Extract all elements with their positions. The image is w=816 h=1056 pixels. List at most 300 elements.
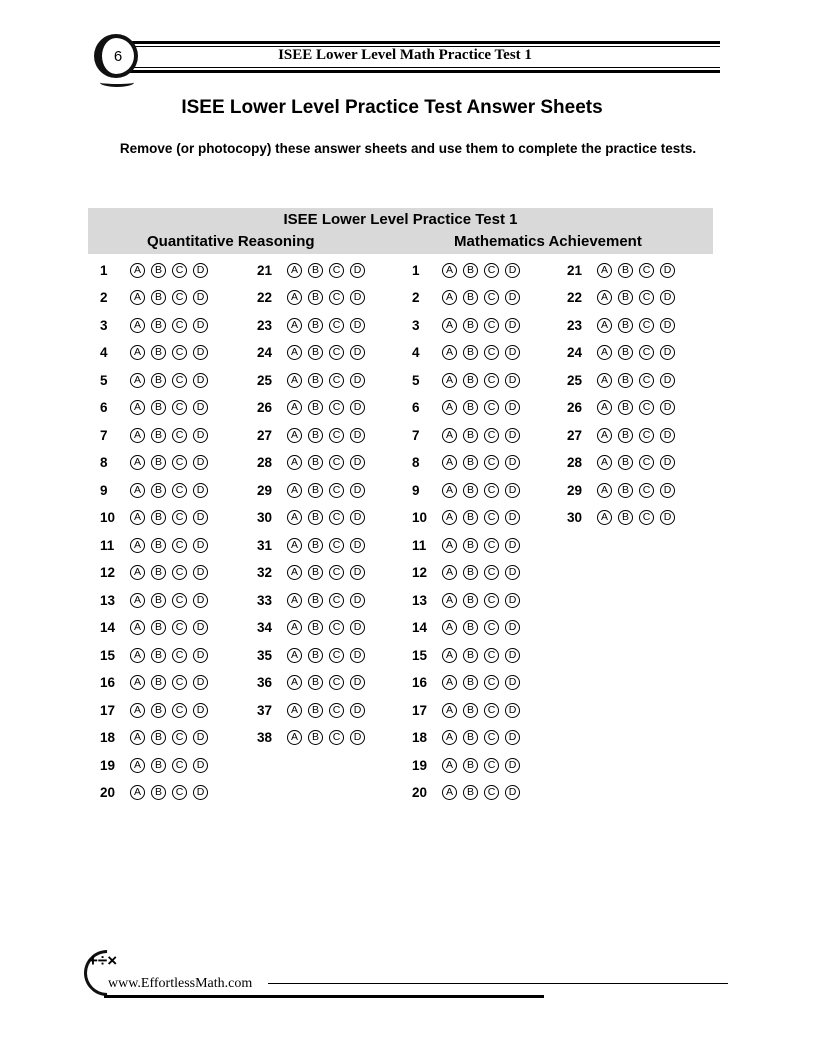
answer-bubble-c[interactable]: C	[639, 263, 654, 278]
answer-bubble-c[interactable]: C	[172, 565, 187, 580]
answer-bubble-b[interactable]: B	[463, 758, 478, 773]
answer-bubble-c[interactable]: C	[484, 758, 499, 773]
answer-bubble-b[interactable]: B	[151, 758, 166, 773]
answer-bubble-b[interactable]: B	[308, 345, 323, 360]
answer-bubble-b[interactable]: B	[463, 703, 478, 718]
answer-bubble-b[interactable]: B	[151, 345, 166, 360]
answer-bubble-c[interactable]: C	[172, 730, 187, 745]
answer-bubble-c[interactable]: C	[172, 593, 187, 608]
answer-bubble-d[interactable]: D	[505, 538, 520, 553]
answer-bubble-d[interactable]: D	[193, 318, 208, 333]
answer-bubble-a[interactable]: A	[597, 318, 612, 333]
answer-bubble-b[interactable]: B	[618, 373, 633, 388]
question-number: 7	[100, 427, 108, 443]
answer-bubble-b[interactable]: B	[151, 318, 166, 333]
answer-bubble-d[interactable]: D	[660, 455, 675, 470]
answer-bubble-b[interactable]: B	[463, 373, 478, 388]
answer-bubble-b[interactable]: B	[618, 318, 633, 333]
answer-bubble-a[interactable]: A	[287, 593, 302, 608]
answer-bubble-d[interactable]: D	[350, 648, 365, 663]
answer-bubble-b[interactable]: B	[308, 675, 323, 690]
answer-bubble-b[interactable]: B	[308, 318, 323, 333]
answer-bubble-a[interactable]: A	[442, 483, 457, 498]
answer-bubble-d[interactable]: D	[350, 373, 365, 388]
answer-bubble-d[interactable]: D	[350, 620, 365, 635]
answer-bubble-b[interactable]: B	[463, 510, 478, 525]
answer-bubble-c[interactable]: C	[329, 675, 344, 690]
answer-bubbles	[130, 758, 208, 773]
answer-bubble-c[interactable]: C	[172, 785, 187, 800]
answer-bubble-b[interactable]: B	[151, 538, 166, 553]
answer-bubble-a[interactable]: A	[287, 538, 302, 553]
answer-bubble-a[interactable]: A	[287, 455, 302, 470]
answer-bubble-b[interactable]: B	[463, 290, 478, 305]
answer-bubble-d[interactable]: D	[193, 730, 208, 745]
answer-bubble-a[interactable]: A	[442, 428, 457, 443]
answer-bubble-d[interactable]: D	[193, 428, 208, 443]
answer-bubble-a[interactable]: A	[130, 373, 145, 388]
answer-bubble-c[interactable]: C	[329, 345, 344, 360]
answer-bubble-b[interactable]: B	[463, 345, 478, 360]
answer-bubble-b[interactable]: B	[151, 400, 166, 415]
answer-bubble-a[interactable]: A	[597, 455, 612, 470]
answer-bubble-b[interactable]: B	[463, 538, 478, 553]
answer-bubble-d[interactable]: D	[193, 345, 208, 360]
answer-bubble-a[interactable]: A	[442, 785, 457, 800]
answer-bubble-b[interactable]: B	[618, 455, 633, 470]
answer-bubble-d[interactable]: D	[505, 675, 520, 690]
answer-bubble-c[interactable]: C	[172, 620, 187, 635]
answer-bubble-d[interactable]: D	[350, 703, 365, 718]
answer-bubble-a[interactable]: A	[130, 785, 145, 800]
answer-bubble-d[interactable]: D	[505, 483, 520, 498]
answer-bubble-d[interactable]: D	[505, 290, 520, 305]
answer-bubble-c[interactable]: C	[329, 263, 344, 278]
answer-bubble-d[interactable]: D	[193, 538, 208, 553]
answer-bubble-a[interactable]: A	[597, 483, 612, 498]
answer-bubble-d[interactable]: D	[193, 648, 208, 663]
answer-bubble-a[interactable]: A	[597, 428, 612, 443]
answer-bubble-d[interactable]: D	[350, 428, 365, 443]
answer-bubble-b[interactable]: B	[463, 483, 478, 498]
answer-row	[100, 673, 208, 693]
answer-bubble-a[interactable]: A	[442, 263, 457, 278]
answer-bubble-d[interactable]: D	[660, 345, 675, 360]
answer-bubble-a[interactable]: A	[287, 345, 302, 360]
question-number: 18	[412, 730, 428, 745]
answer-bubble-a[interactable]: A	[597, 345, 612, 360]
answer-bubble-d[interactable]: D	[350, 400, 365, 415]
answer-bubbles	[287, 730, 365, 745]
question-number: 5	[412, 372, 420, 388]
answer-bubble-a[interactable]: A	[130, 648, 145, 663]
answer-bubble-c[interactable]: C	[172, 263, 187, 278]
answer-bubble-d[interactable]: D	[193, 455, 208, 470]
answer-bubble-b[interactable]: B	[618, 345, 633, 360]
answer-bubble-d[interactable]: D	[505, 318, 520, 333]
answer-bubble-a[interactable]: A	[287, 263, 302, 278]
answer-bubble-c[interactable]: C	[484, 400, 499, 415]
answer-bubble-d[interactable]: D	[350, 290, 365, 305]
answer-bubble-c[interactable]: C	[329, 373, 344, 388]
answer-bubble-d[interactable]: D	[505, 648, 520, 663]
question-number: 34	[257, 620, 273, 635]
answer-bubble-d[interactable]: D	[505, 373, 520, 388]
answer-bubble-a[interactable]: A	[442, 758, 457, 773]
answer-row	[412, 453, 520, 473]
answer-bubble-c[interactable]: C	[484, 345, 499, 360]
answer-bubble-d[interactable]: D	[350, 565, 365, 580]
answer-bubbles	[287, 455, 365, 470]
answer-bubble-c[interactable]: C	[639, 345, 654, 360]
answer-bubble-d[interactable]: D	[193, 593, 208, 608]
answer-bubble-c[interactable]: C	[484, 730, 499, 745]
answer-bubble-b[interactable]: B	[463, 730, 478, 745]
answer-bubble-a[interactable]: A	[287, 318, 302, 333]
question-number: 13	[100, 592, 116, 608]
answer-bubble-a[interactable]: A	[130, 510, 145, 525]
answer-bubble-d[interactable]: D	[505, 758, 520, 773]
answer-bubble-a[interactable]: A	[287, 483, 302, 498]
answer-bubble-b[interactable]: B	[151, 373, 166, 388]
answer-bubble-d[interactable]: D	[505, 510, 520, 525]
answer-bubble-b[interactable]: B	[151, 290, 166, 305]
answer-bubble-a[interactable]: A	[130, 703, 145, 718]
answer-bubble-b[interactable]: B	[463, 455, 478, 470]
answer-bubble-c[interactable]: C	[172, 373, 187, 388]
answer-bubble-c[interactable]: C	[484, 675, 499, 690]
answer-bubble-d[interactable]: D	[193, 290, 208, 305]
answer-bubble-c[interactable]: C	[172, 345, 187, 360]
answer-bubble-b[interactable]: B	[151, 785, 166, 800]
answer-bubble-b[interactable]: B	[151, 455, 166, 470]
answer-bubble-c[interactable]: C	[484, 290, 499, 305]
answer-bubble-b[interactable]: B	[463, 593, 478, 608]
answer-bubble-b[interactable]: B	[308, 648, 323, 663]
answer-bubble-d[interactable]: D	[505, 455, 520, 470]
answer-bubble-a[interactable]: A	[442, 400, 457, 415]
answer-bubble-c[interactable]: C	[484, 785, 499, 800]
answer-bubbles	[130, 703, 208, 718]
answer-bubble-c[interactable]: C	[172, 648, 187, 663]
answer-bubble-d[interactable]: D	[193, 373, 208, 388]
answer-bubble-d[interactable]: D	[193, 263, 208, 278]
answer-bubble-c[interactable]: C	[639, 428, 654, 443]
question-number: 8	[412, 455, 420, 470]
answer-bubble-b[interactable]: B	[151, 675, 166, 690]
answer-bubble-c[interactable]: C	[639, 510, 654, 525]
answer-bubbles	[442, 483, 520, 498]
answer-bubble-d[interactable]: D	[193, 483, 208, 498]
answer-bubble-b[interactable]: B	[618, 263, 633, 278]
answer-bubble-d[interactable]: D	[505, 428, 520, 443]
answer-bubble-c[interactable]: C	[329, 620, 344, 635]
answer-bubble-a[interactable]: A	[442, 538, 457, 553]
answer-bubble-c[interactable]: C	[329, 730, 344, 745]
answer-bubble-c[interactable]: C	[329, 400, 344, 415]
answer-bubble-a[interactable]: A	[442, 318, 457, 333]
answer-bubble-b[interactable]: B	[151, 730, 166, 745]
answer-bubble-b[interactable]: B	[308, 730, 323, 745]
answer-bubble-d[interactable]: D	[193, 758, 208, 773]
answer-bubble-d[interactable]: D	[660, 373, 675, 388]
answer-bubble-d[interactable]: D	[350, 593, 365, 608]
answer-bubble-a[interactable]: A	[287, 730, 302, 745]
question-number: 31	[257, 537, 273, 553]
answer-bubble-a[interactable]: A	[287, 428, 302, 443]
answer-bubble-c[interactable]: C	[172, 455, 187, 470]
answer-bubbles	[597, 428, 675, 443]
answer-bubble-a[interactable]: A	[287, 620, 302, 635]
answer-bubble-c[interactable]: C	[329, 703, 344, 718]
answer-bubble-b[interactable]: B	[308, 565, 323, 580]
answer-bubble-a[interactable]: A	[130, 483, 145, 498]
answer-bubble-c[interactable]: C	[329, 318, 344, 333]
answer-bubble-b[interactable]: B	[463, 785, 478, 800]
answer-bubble-b[interactable]: B	[618, 290, 633, 305]
answer-bubble-b[interactable]: B	[151, 620, 166, 635]
answer-bubble-c[interactable]: C	[329, 428, 344, 443]
answer-bubble-b[interactable]: B	[151, 483, 166, 498]
answer-bubble-a[interactable]: A	[442, 730, 457, 745]
answer-bubble-c[interactable]: C	[484, 510, 499, 525]
answer-bubble-d[interactable]: D	[350, 483, 365, 498]
answer-bubble-a[interactable]: A	[130, 290, 145, 305]
answer-bubble-b[interactable]: B	[151, 593, 166, 608]
answer-bubble-d[interactable]: D	[350, 318, 365, 333]
answer-bubble-b[interactable]: B	[308, 373, 323, 388]
question-number: 4	[412, 345, 420, 360]
answer-bubble-c[interactable]: C	[639, 373, 654, 388]
answer-bubble-c[interactable]: C	[172, 483, 187, 498]
answer-bubble-c[interactable]: C	[329, 483, 344, 498]
answer-bubble-b[interactable]: B	[618, 483, 633, 498]
answer-bubble-b[interactable]: B	[308, 400, 323, 415]
answer-bubble-a[interactable]: A	[130, 593, 145, 608]
answer-bubble-b[interactable]: B	[151, 263, 166, 278]
answer-bubble-c[interactable]: C	[172, 290, 187, 305]
answer-bubble-d[interactable]: D	[505, 400, 520, 415]
answer-bubble-b[interactable]: B	[308, 510, 323, 525]
answer-bubble-a[interactable]: A	[130, 730, 145, 745]
answer-bubble-a[interactable]: A	[597, 263, 612, 278]
answer-bubble-d[interactable]: D	[193, 785, 208, 800]
answer-bubble-c[interactable]: C	[172, 538, 187, 553]
answer-bubble-a[interactable]: A	[442, 565, 457, 580]
answer-bubble-b[interactable]: B	[463, 263, 478, 278]
answer-bubble-b[interactable]: B	[308, 483, 323, 498]
answer-bubble-b[interactable]: B	[308, 428, 323, 443]
answer-bubble-c[interactable]: C	[329, 538, 344, 553]
answer-bubble-a[interactable]: A	[442, 345, 457, 360]
answer-bubble-c[interactable]: C	[329, 648, 344, 663]
answer-bubble-a[interactable]: A	[597, 373, 612, 388]
answer-bubble-c[interactable]: C	[639, 400, 654, 415]
answer-bubble-c[interactable]: C	[639, 455, 654, 470]
answer-bubble-d[interactable]: D	[193, 565, 208, 580]
answer-bubble-d[interactable]: D	[505, 345, 520, 360]
answer-bubble-d[interactable]: D	[350, 675, 365, 690]
answer-bubble-c[interactable]: C	[484, 593, 499, 608]
answer-bubble-b[interactable]: B	[463, 428, 478, 443]
answer-bubble-c[interactable]: C	[172, 758, 187, 773]
answer-bubble-d[interactable]: D	[193, 620, 208, 635]
answer-bubble-a[interactable]: A	[130, 455, 145, 470]
answer-bubble-c[interactable]: C	[172, 675, 187, 690]
answer-bubble-a[interactable]: A	[130, 675, 145, 690]
answer-bubble-b[interactable]: B	[308, 593, 323, 608]
answer-bubble-d[interactable]: D	[193, 400, 208, 415]
answer-bubble-d[interactable]: D	[350, 263, 365, 278]
answer-bubble-a[interactable]: A	[597, 400, 612, 415]
answer-bubble-c[interactable]: C	[329, 510, 344, 525]
answer-bubble-d[interactable]: D	[660, 290, 675, 305]
answer-bubble-a[interactable]: A	[130, 318, 145, 333]
answer-bubble-d[interactable]: D	[350, 538, 365, 553]
answer-bubble-d[interactable]: D	[660, 428, 675, 443]
answer-bubble-b[interactable]: B	[151, 428, 166, 443]
answer-bubble-a[interactable]: A	[442, 455, 457, 470]
answer-bubble-d[interactable]: D	[660, 318, 675, 333]
answer-bubble-b[interactable]: B	[308, 455, 323, 470]
answer-bubble-c[interactable]: C	[484, 428, 499, 443]
answer-bubble-a[interactable]: A	[442, 620, 457, 635]
answer-bubble-c[interactable]: C	[484, 648, 499, 663]
question-number: 17	[412, 702, 428, 718]
answer-bubble-c[interactable]: C	[639, 290, 654, 305]
answer-bubble-a[interactable]: A	[130, 263, 145, 278]
answer-bubble-b[interactable]: B	[463, 318, 478, 333]
answer-bubble-d[interactable]: D	[505, 730, 520, 745]
answer-bubbles	[287, 428, 365, 443]
answer-bubble-c[interactable]: C	[329, 565, 344, 580]
answer-bubble-a[interactable]: A	[442, 675, 457, 690]
answer-bubble-a[interactable]: A	[130, 345, 145, 360]
answer-bubble-a[interactable]: A	[130, 565, 145, 580]
answer-bubble-c[interactable]: C	[172, 510, 187, 525]
answer-bubble-b[interactable]: B	[618, 400, 633, 415]
answer-bubble-a[interactable]: A	[130, 538, 145, 553]
answer-bubble-a[interactable]: A	[597, 290, 612, 305]
answer-bubble-b[interactable]: B	[308, 538, 323, 553]
answer-bubble-a[interactable]: A	[287, 565, 302, 580]
answer-bubble-a[interactable]: A	[597, 510, 612, 525]
answer-bubble-a[interactable]: A	[130, 428, 145, 443]
answer-bubble-b[interactable]: B	[618, 510, 633, 525]
answer-bubble-b[interactable]: B	[463, 648, 478, 663]
answer-row	[257, 563, 365, 583]
answer-bubble-c[interactable]: C	[329, 290, 344, 305]
question-number: 19	[100, 757, 116, 773]
answer-bubble-c[interactable]: C	[484, 483, 499, 498]
answer-bubble-b[interactable]: B	[151, 565, 166, 580]
answer-bubble-a[interactable]: A	[287, 290, 302, 305]
answer-bubble-b[interactable]: B	[151, 510, 166, 525]
answer-bubble-a[interactable]: A	[130, 400, 145, 415]
answer-bubble-b[interactable]: B	[463, 620, 478, 635]
answer-bubble-a[interactable]: A	[287, 675, 302, 690]
answer-bubble-a[interactable]: A	[287, 703, 302, 718]
answer-bubble-d[interactable]: D	[660, 483, 675, 498]
answer-bubble-b[interactable]: B	[463, 675, 478, 690]
question-number: 2	[412, 290, 420, 305]
answer-bubble-a[interactable]: A	[442, 290, 457, 305]
answer-bubble-a[interactable]: A	[287, 510, 302, 525]
answer-bubble-b[interactable]: B	[463, 400, 478, 415]
answer-bubbles	[130, 675, 208, 690]
answer-bubble-c[interactable]: C	[484, 565, 499, 580]
answer-bubble-a[interactable]: A	[287, 373, 302, 388]
answer-bubbles	[287, 538, 365, 553]
answer-bubble-a[interactable]: A	[442, 593, 457, 608]
answer-bubble-d[interactable]: D	[350, 345, 365, 360]
answer-bubble-a[interactable]: A	[442, 510, 457, 525]
answer-bubble-c[interactable]: C	[172, 318, 187, 333]
answer-bubble-d[interactable]: D	[193, 675, 208, 690]
answer-bubble-b[interactable]: B	[618, 428, 633, 443]
answer-bubble-d[interactable]: D	[660, 263, 675, 278]
answer-bubble-d[interactable]: D	[193, 510, 208, 525]
answer-bubble-c[interactable]: C	[484, 373, 499, 388]
answer-bubble-c[interactable]: C	[484, 318, 499, 333]
answer-bubble-d[interactable]: D	[660, 510, 675, 525]
answer-bubble-c[interactable]: C	[484, 538, 499, 553]
answer-bubble-a[interactable]: A	[442, 703, 457, 718]
answer-bubble-d[interactable]: D	[505, 620, 520, 635]
answer-bubble-d[interactable]: D	[660, 400, 675, 415]
answer-bubble-a[interactable]: A	[287, 400, 302, 415]
answer-bubble-d[interactable]: D	[505, 263, 520, 278]
answer-bubble-c[interactable]: C	[329, 455, 344, 470]
answer-bubble-a[interactable]: A	[442, 648, 457, 663]
answer-bubble-d[interactable]: D	[505, 565, 520, 580]
answer-bubble-a[interactable]: A	[442, 373, 457, 388]
answer-row	[567, 398, 675, 418]
answer-bubble-b[interactable]: B	[308, 263, 323, 278]
answer-bubble-c[interactable]: C	[639, 318, 654, 333]
answer-bubble-c[interactable]: C	[172, 428, 187, 443]
answer-bubbles	[287, 648, 365, 663]
answer-bubble-d[interactable]: D	[193, 703, 208, 718]
answer-bubble-d[interactable]: D	[505, 703, 520, 718]
answer-bubble-c[interactable]: C	[484, 620, 499, 635]
answer-bubble-a[interactable]: A	[130, 758, 145, 773]
answer-bubbles	[442, 565, 520, 580]
answer-bubble-a[interactable]: A	[130, 620, 145, 635]
answer-bubble-b[interactable]: B	[463, 565, 478, 580]
answer-bubble-c[interactable]: C	[172, 703, 187, 718]
answer-bubble-b[interactable]: B	[151, 648, 166, 663]
answer-bubble-a[interactable]: A	[287, 648, 302, 663]
answer-bubble-c[interactable]: C	[484, 703, 499, 718]
answer-bubble-d[interactable]: D	[350, 510, 365, 525]
answer-bubble-c[interactable]: C	[329, 593, 344, 608]
answer-bubble-c[interactable]: C	[484, 263, 499, 278]
answer-bubble-c[interactable]: C	[172, 400, 187, 415]
answer-bubble-c[interactable]: C	[639, 483, 654, 498]
answer-bubble-b[interactable]: B	[308, 703, 323, 718]
answer-bubble-d[interactable]: D	[505, 593, 520, 608]
answer-bubble-c[interactable]: C	[484, 455, 499, 470]
answer-bubble-d[interactable]: D	[350, 455, 365, 470]
answer-bubble-b[interactable]: B	[308, 290, 323, 305]
answer-bubble-b[interactable]: B	[151, 703, 166, 718]
answer-bubble-d[interactable]: D	[505, 785, 520, 800]
answer-bubbles	[597, 400, 675, 415]
answer-bubble-b[interactable]: B	[308, 620, 323, 635]
answer-bubble-d[interactable]: D	[350, 730, 365, 745]
answer-bubbles	[287, 483, 365, 498]
